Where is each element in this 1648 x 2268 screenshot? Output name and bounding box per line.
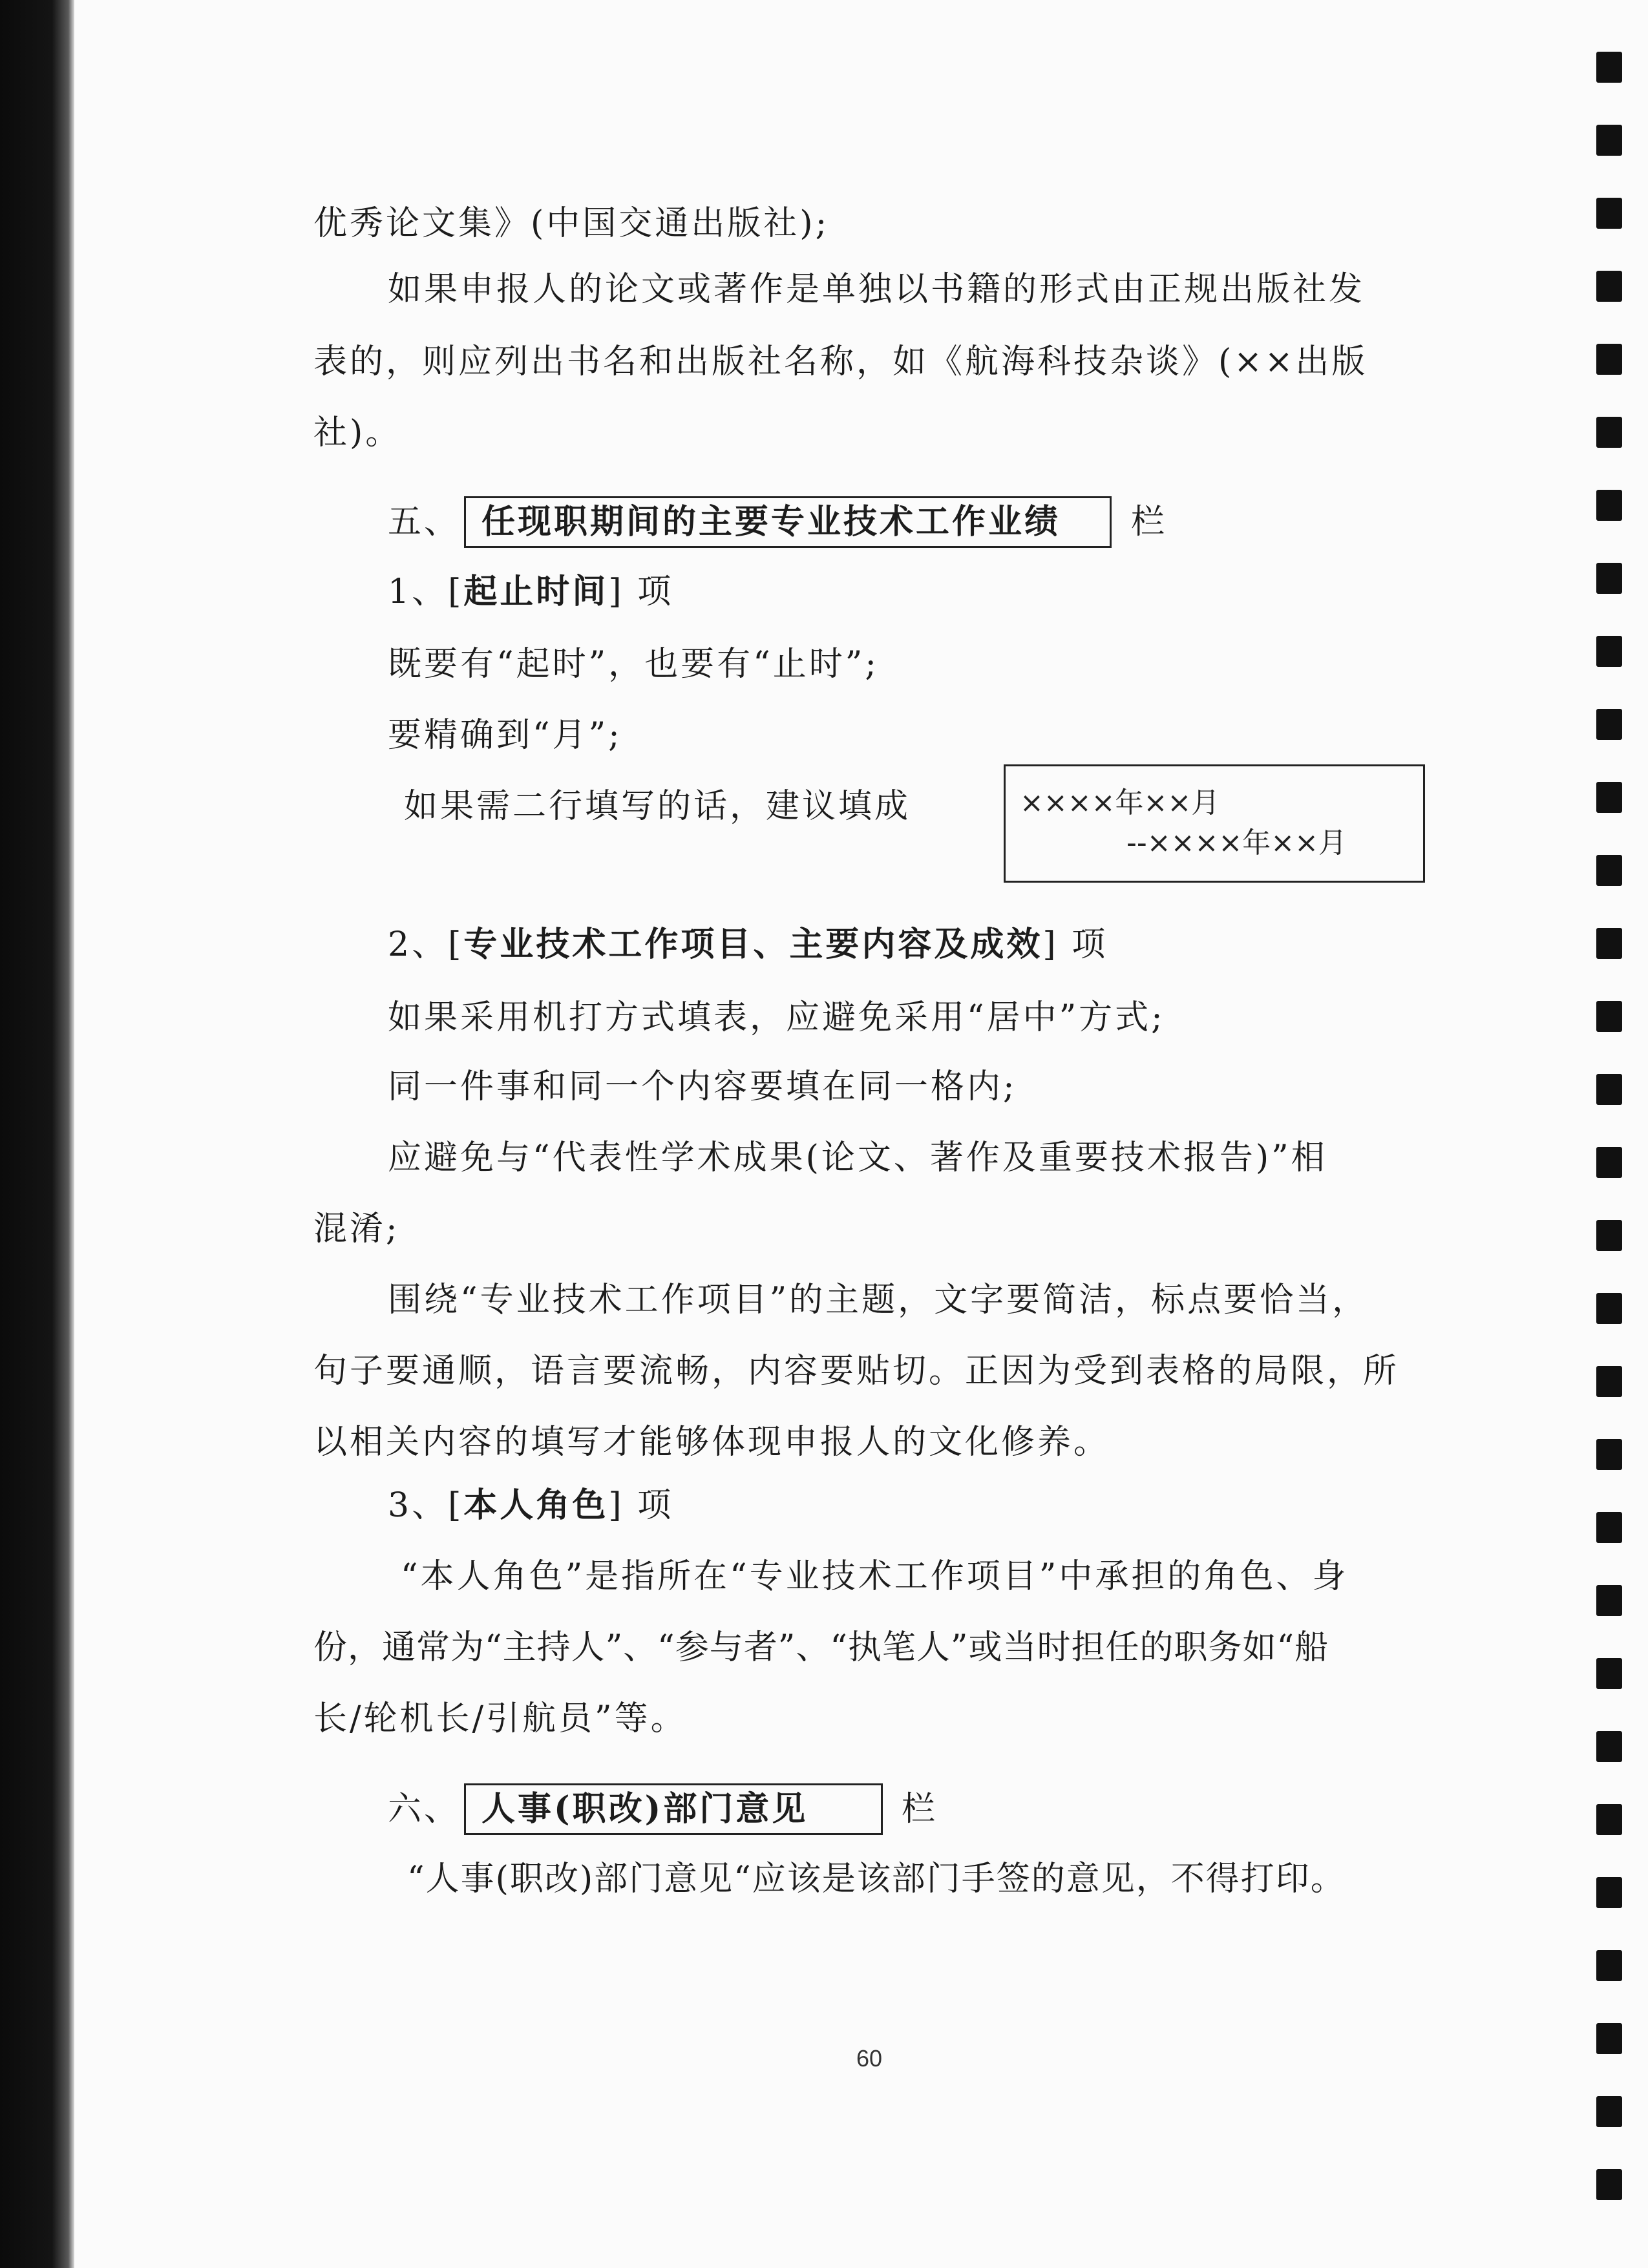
binding-hole	[1596, 490, 1622, 521]
section-6-prefix: 六、	[388, 1790, 461, 1829]
example-box	[1004, 764, 1425, 883]
text-line: 既要有“起时”，也要有“止时”;	[388, 645, 879, 684]
text-line: 以相关内容的填写才能够体现申报人的文化修养。	[313, 1423, 1110, 1462]
text-line: 长/轮机长/引航员”等。	[313, 1699, 687, 1738]
example-line-2: --××××年××月	[1126, 826, 1347, 859]
example-line-1: ××××年××月	[1020, 786, 1220, 819]
binding-hole	[1596, 928, 1622, 959]
binding-hole	[1596, 1585, 1622, 1616]
item-1-heading	[388, 572, 673, 611]
binding-hole	[1596, 1220, 1622, 1251]
text-line: 优秀论文集》(中国交通出版社);	[313, 204, 830, 243]
section-5-prefix: 五、	[388, 503, 461, 541]
section-6-title: 人事(职改)部门意见	[481, 1789, 808, 1829]
page-number: 60	[856, 2045, 883, 2072]
binding-hole	[1596, 1001, 1622, 1032]
binding-hole	[1596, 709, 1622, 740]
text-line: 社)。	[313, 414, 402, 452]
item-1-prefix: 1、[	[388, 572, 464, 611]
binding-hole	[1596, 1293, 1622, 1324]
text-line: 句子要通顺，语言要流畅，内容要贴切。正因为受到表格的局限，所	[313, 1352, 1400, 1391]
binding-hole	[1596, 1804, 1622, 1835]
section-5-title: 任现职期间的主要专业技术工作业绩	[481, 502, 1061, 541]
item-3-title: 本人角色	[463, 1486, 609, 1525]
text-line: 同一件事和同一个内容要填在同一格内;	[388, 1067, 1017, 1106]
section-6-suffix: 栏	[902, 1790, 938, 1829]
binding-hole	[1596, 1074, 1622, 1105]
item-3-suffix: ] 项	[608, 1486, 674, 1525]
text-line: 如果需二行填写的话，建议填成	[404, 787, 911, 826]
text-line: “人事(职改)部门意见“应该是该部门手签的意见，不得打印。	[407, 1860, 1346, 1898]
section-5-suffix: 栏	[1131, 503, 1168, 541]
text-line: 表的，则应列出书名和出版社名称，如《航海科技杂谈》(××出版	[313, 342, 1368, 381]
binding-hole	[1596, 1950, 1622, 1981]
binding-hole	[1596, 344, 1622, 375]
item-1-suffix: ] 项	[608, 572, 674, 611]
binding-holes	[1577, 0, 1648, 2268]
text-line: 围绕“专业技术工作项目”的主题，文字要简洁，标点要恰当，	[388, 1281, 1369, 1319]
text-line: 要精确到“月”;	[388, 716, 622, 755]
binding-hole	[1596, 271, 1622, 302]
binding-hole	[1596, 855, 1622, 886]
binding-hole	[1596, 1658, 1622, 1689]
binding-hole	[1596, 1439, 1622, 1470]
binding-hole	[1596, 52, 1622, 83]
binding-hole	[1596, 2096, 1622, 2127]
binding-hole	[1596, 2169, 1622, 2200]
binding-hole	[1596, 782, 1622, 813]
binding-hole	[1596, 636, 1622, 667]
item-3-heading	[388, 1486, 673, 1525]
text-line: 混淆;	[313, 1210, 400, 1248]
item-2-suffix: ] 项	[1042, 925, 1108, 964]
item-2-prefix: 2、[	[388, 925, 464, 964]
text-line: 份，通常为“主持人”、“参与者”、“执笔人”或当时担任的职务如“船	[313, 1628, 1329, 1667]
text-line: 如果采用机打方式填表，应避免采用“居中”方式;	[388, 998, 1165, 1037]
item-2-heading	[388, 925, 1108, 964]
item-3-prefix: 3、[	[388, 1486, 464, 1525]
binding-hole	[1596, 198, 1622, 229]
binding-hole	[1596, 563, 1622, 594]
binding-hole	[1596, 125, 1622, 156]
text-line: “本人角色”是指所在“专业技术工作项目”中承担的角色、身	[401, 1557, 1349, 1596]
item-1-title: 起止时间	[463, 572, 609, 611]
text-line: 应避免与“代表性学术成果(论文、著作及重要技术报告)”相	[388, 1139, 1327, 1177]
binding-hole	[1596, 2023, 1622, 2054]
binding-hole	[1596, 1512, 1622, 1543]
binding-hole	[1596, 1147, 1622, 1178]
binding-hole	[1596, 417, 1622, 448]
text-line: 如果申报人的论文或著作是单独以书籍的形式由正规出版社发	[388, 270, 1366, 309]
binding-hole	[1596, 1731, 1622, 1762]
item-2-title: 专业技术工作项目、主要内容及成效	[463, 925, 1043, 964]
binding-hole	[1596, 1366, 1622, 1397]
binding-hole	[1596, 1877, 1622, 1908]
scan-dark-edge	[0, 0, 74, 2268]
